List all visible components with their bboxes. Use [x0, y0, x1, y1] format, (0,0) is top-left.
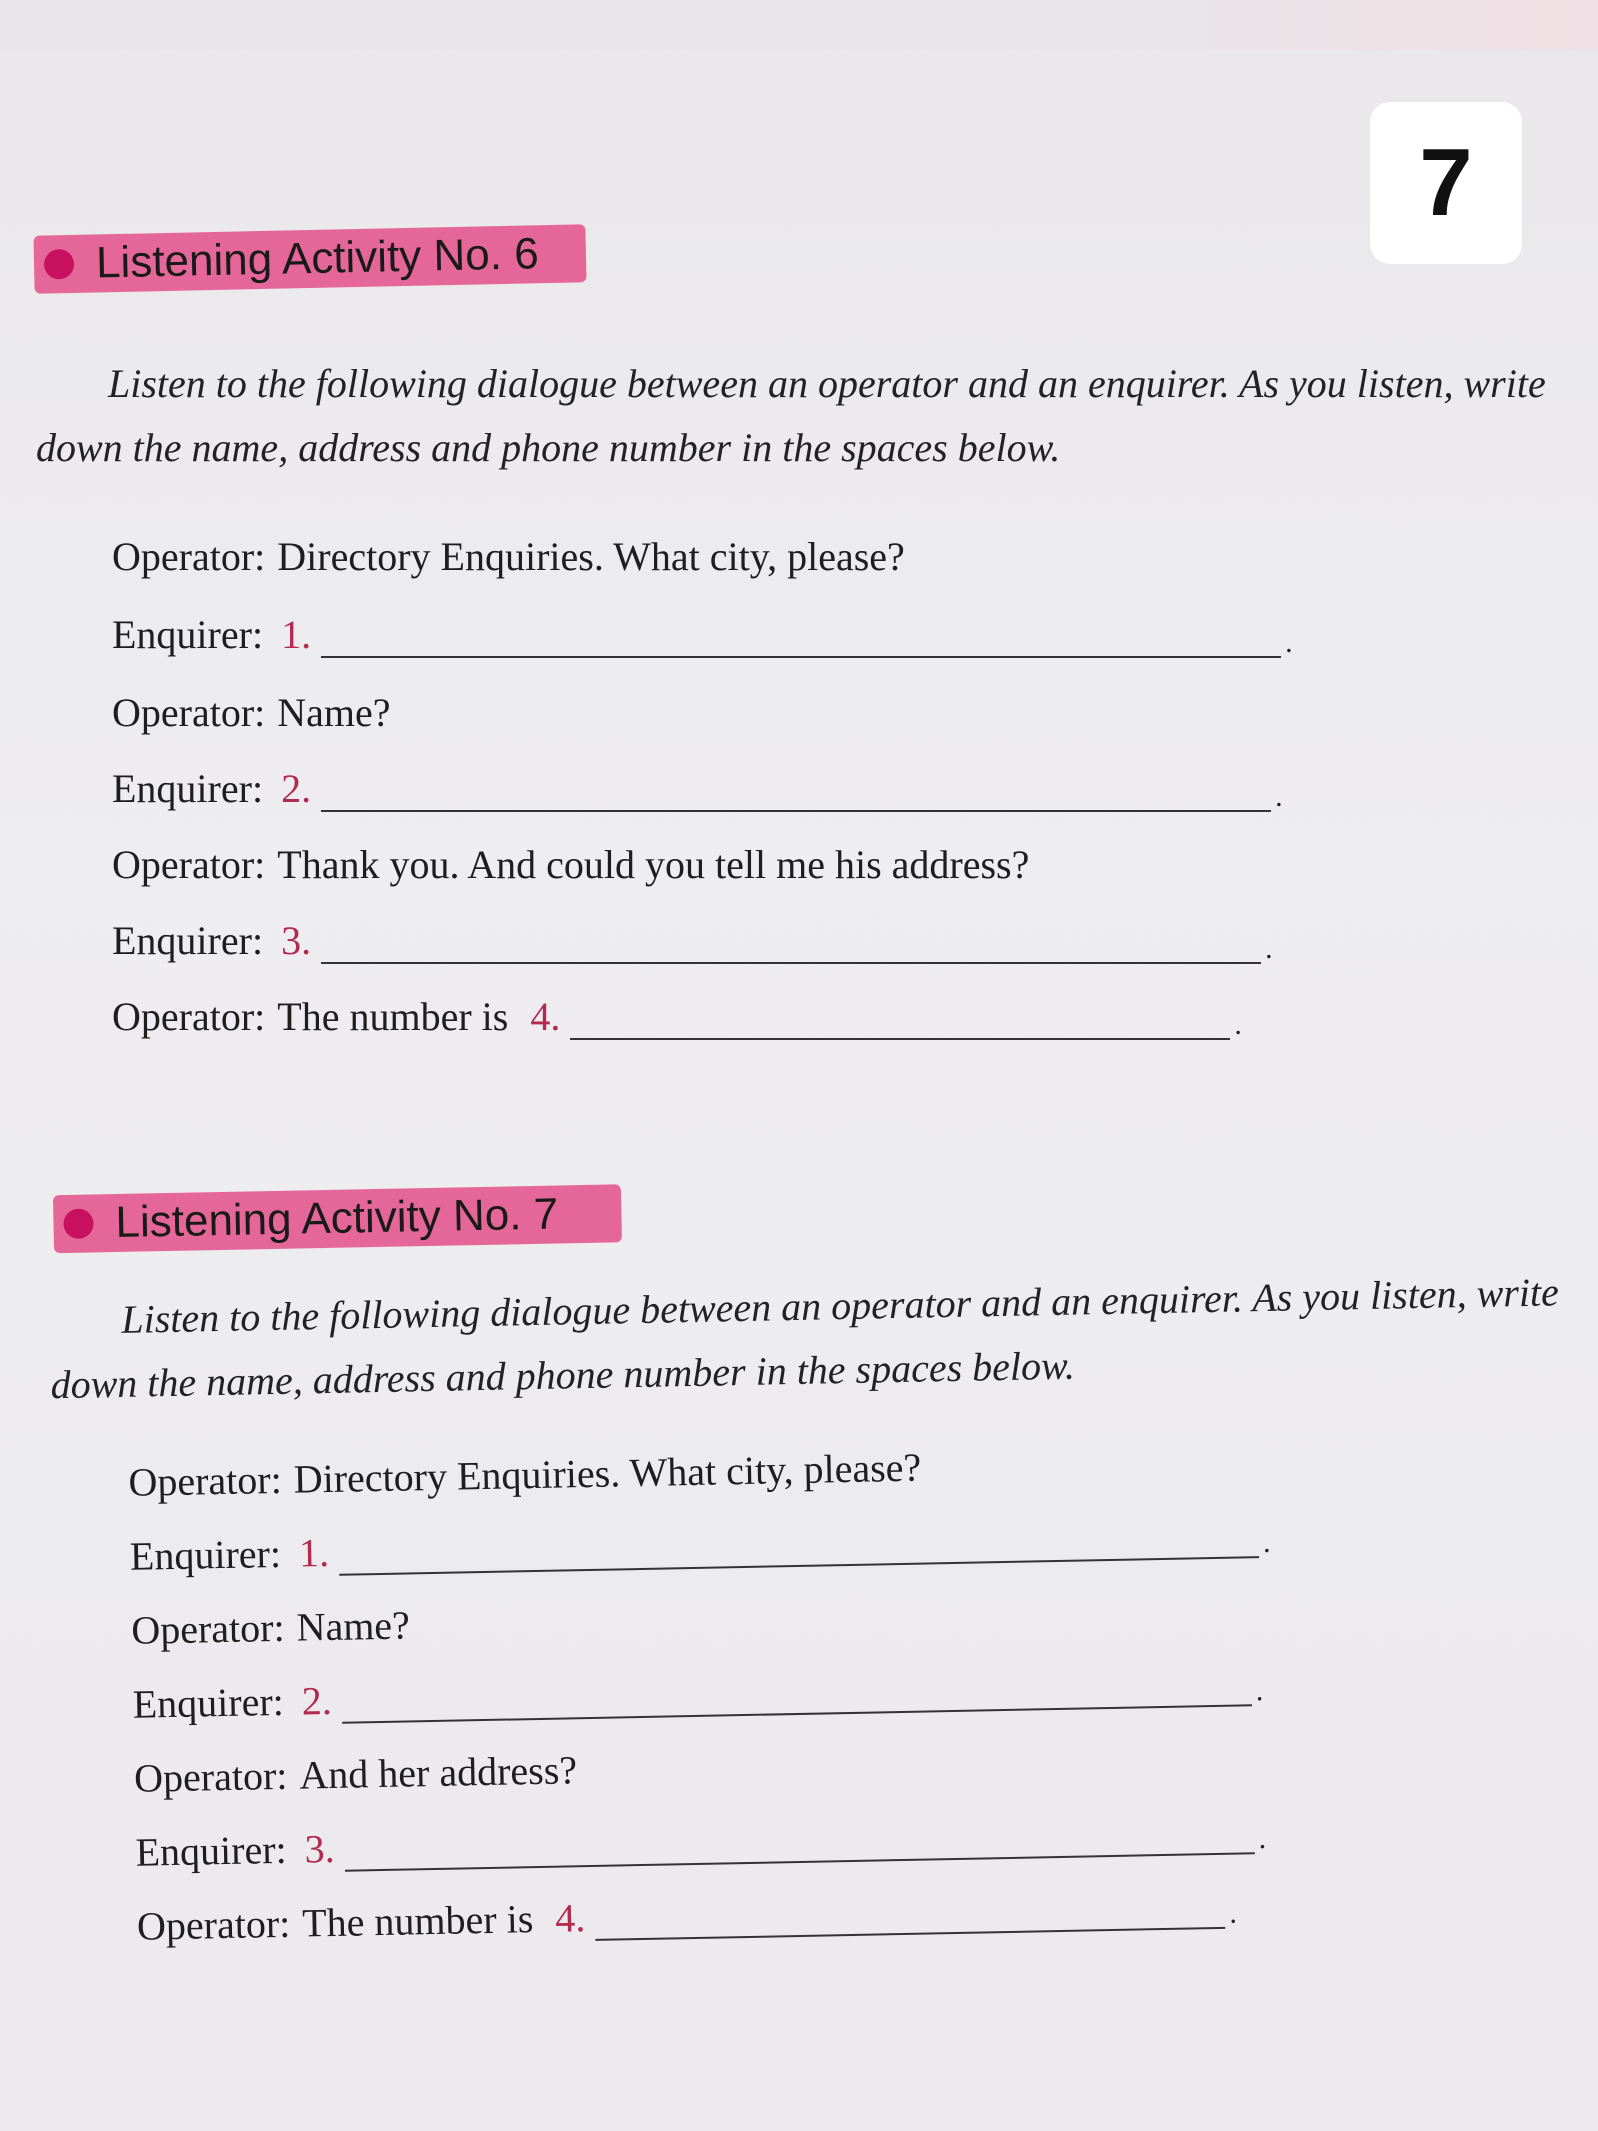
question-number: 2. [281, 766, 312, 811]
question-number: 3. [304, 1825, 336, 1872]
dialogue-text: The number is [301, 1896, 534, 1946]
answer-blank-3[interactable] [344, 1804, 1255, 1871]
speaker-label: Operator: [112, 994, 266, 1039]
bullet-dot-icon [44, 249, 75, 280]
line-end: . [1275, 780, 1283, 813]
line-end: . [1285, 626, 1293, 659]
activity-heading [53, 1184, 622, 1253]
line-end: . [1228, 1896, 1238, 1930]
speaker-label: Operator: [112, 534, 266, 579]
dialogue-text: Thank you. And could you tell me his address? [277, 842, 1030, 887]
speaker-label: Enquirer: [135, 1826, 288, 1875]
dialogue-line [135, 1794, 1267, 1876]
answer-blank-1[interactable] [321, 608, 1281, 658]
activity-heading-text: Listening Activity No. 6 [95, 229, 540, 288]
activity-heading-text: Listening Activity No. 7 [115, 1189, 559, 1248]
line-end: . [1258, 1822, 1267, 1856]
speaker-label: Enquirer: [132, 1678, 285, 1727]
dialogue-line [112, 828, 1029, 888]
question-number: 3. [281, 918, 312, 963]
dialogue-text: Name? [296, 1602, 411, 1650]
dialogue-line [112, 904, 1273, 964]
dialogue-text: The number is [277, 994, 509, 1039]
speaker-label: Operator: [136, 1900, 291, 1949]
dialogue-text: Directory Enquiries. What city, please? [293, 1444, 922, 1502]
top-page-edge [0, 0, 1598, 50]
activity-heading [33, 224, 586, 294]
dialogue-text: And her address? [298, 1747, 578, 1798]
line-end: . [1265, 932, 1273, 965]
bullet-dot-icon [63, 1208, 94, 1239]
dialogue-line [112, 752, 1283, 812]
line-end: . [1262, 1525, 1271, 1560]
answer-blank-2[interactable] [341, 1656, 1252, 1723]
dialogue-line [112, 520, 905, 580]
activity-instructions: Listen to the following dialogue between an operator and an enquirer. As you listen, write down the name, address and phone number in the spaces below. [36, 361, 1546, 470]
speaker-label: Operator: [112, 690, 266, 735]
speaker-label: Enquirer: [112, 766, 264, 811]
line-end: . [1234, 1008, 1242, 1041]
speaker-label: Enquirer: [112, 918, 264, 963]
page-number-badge: 7 [1370, 102, 1522, 264]
speaker-label: Enquirer: [129, 1530, 282, 1579]
dialogue-line [133, 1733, 577, 1801]
activity-instructions: Listen to the following dialogue between an operator and an enquirer. As you listen, write down the name, address and phone number in the spaces below. [50, 1269, 1560, 1408]
question-number: 2. [301, 1677, 333, 1724]
dialogue-text: Directory Enquiries. What city, please? [277, 534, 905, 579]
speaker-label: Operator: [128, 1456, 283, 1505]
speaker-label: Enquirer: [112, 612, 264, 657]
answer-blank-3[interactable] [321, 914, 1261, 964]
answer-blank-4[interactable] [595, 1879, 1226, 1941]
question-number: 1. [298, 1529, 330, 1576]
question-number: 4. [530, 994, 561, 1039]
dialogue-line [112, 598, 1293, 658]
dialogue-line [132, 1646, 1264, 1728]
answer-blank-1[interactable] [338, 1508, 1259, 1576]
question-number: 1. [281, 612, 312, 657]
dialogue-line [128, 1431, 922, 1506]
question-number: 4. [554, 1895, 586, 1941]
dialogue-line [112, 676, 391, 736]
line-end: . [1255, 1674, 1264, 1708]
dialogue-line [136, 1869, 1237, 1950]
dialogue-text: Name? [277, 690, 391, 735]
speaker-label: Operator: [133, 1752, 288, 1801]
speaker-label: Operator: [130, 1604, 285, 1653]
dialogue-line [129, 1498, 1271, 1580]
answer-blank-4[interactable] [570, 990, 1230, 1040]
speaker-label: Operator: [112, 842, 266, 887]
dialogue-line [131, 1588, 411, 1653]
answer-blank-2[interactable] [321, 762, 1271, 812]
dialogue-line [112, 980, 1242, 1040]
